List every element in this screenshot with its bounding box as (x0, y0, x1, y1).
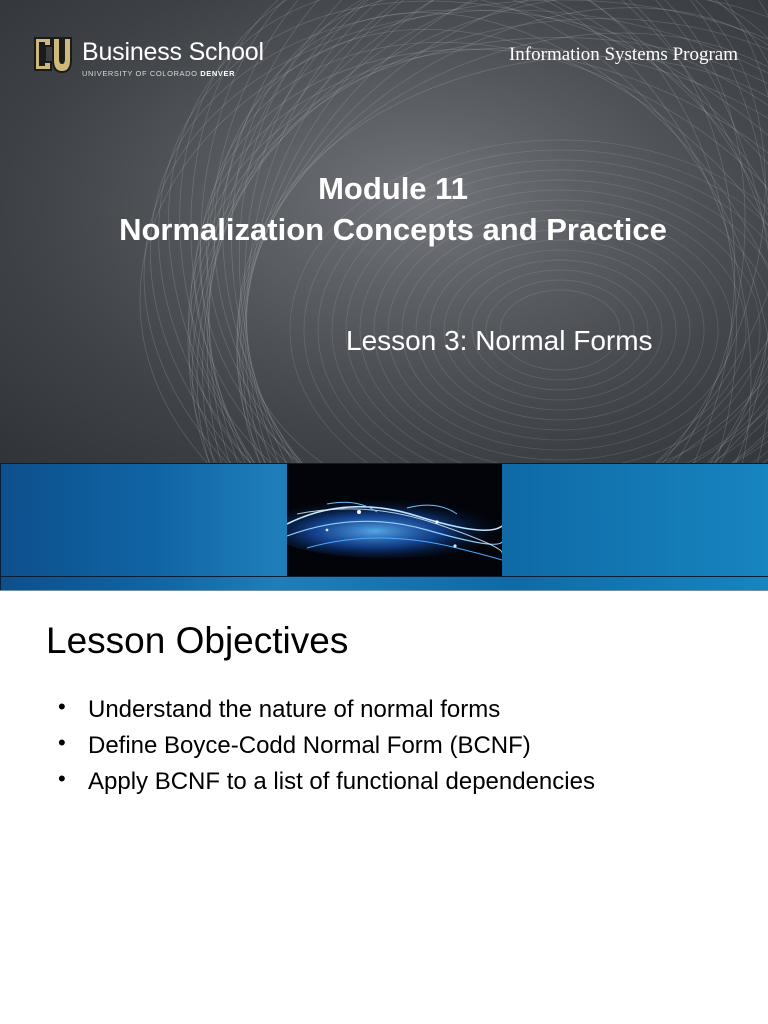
title-slide (0, 0, 768, 463)
glowing-network-globe-image (287, 464, 502, 576)
cu-logo-icon (33, 34, 73, 74)
objectives-list (58, 692, 595, 800)
objective-item (58, 728, 595, 764)
logo-subtitle-emphasis: DENVER (200, 69, 236, 78)
objective-text: Apply BCNF to a list of functional dependencies (88, 768, 595, 795)
module-topic: Normalization Concepts and Practice (119, 212, 667, 247)
objective-item (58, 764, 595, 800)
module-title (0, 168, 768, 250)
objective-text: Define Boyce-Codd Normal Form (BCNF) (88, 732, 531, 759)
bullet: • (58, 730, 66, 755)
objective-item (58, 692, 595, 728)
objectives-heading: Lesson Objectives (46, 620, 349, 661)
banner-bottom-edge (0, 590, 768, 591)
logo-title: Business School (82, 38, 264, 66)
program-name: Information Systems Program (508, 44, 738, 65)
bullet: • (58, 766, 66, 791)
banner-bottom-rule (0, 576, 768, 577)
blue-banner (0, 463, 768, 591)
logo-subtitle-prefix: UNIVERSITY OF COLORADO (82, 69, 198, 78)
objective-text: Understand the nature of normal forms (88, 696, 501, 723)
banner-left-rule (0, 463, 1, 591)
bullet: • (58, 694, 66, 719)
module-number: Module 11 (318, 171, 468, 206)
lesson-subtitle: Lesson 3: Normal Forms (346, 325, 653, 356)
logo-subtitle (82, 69, 235, 78)
